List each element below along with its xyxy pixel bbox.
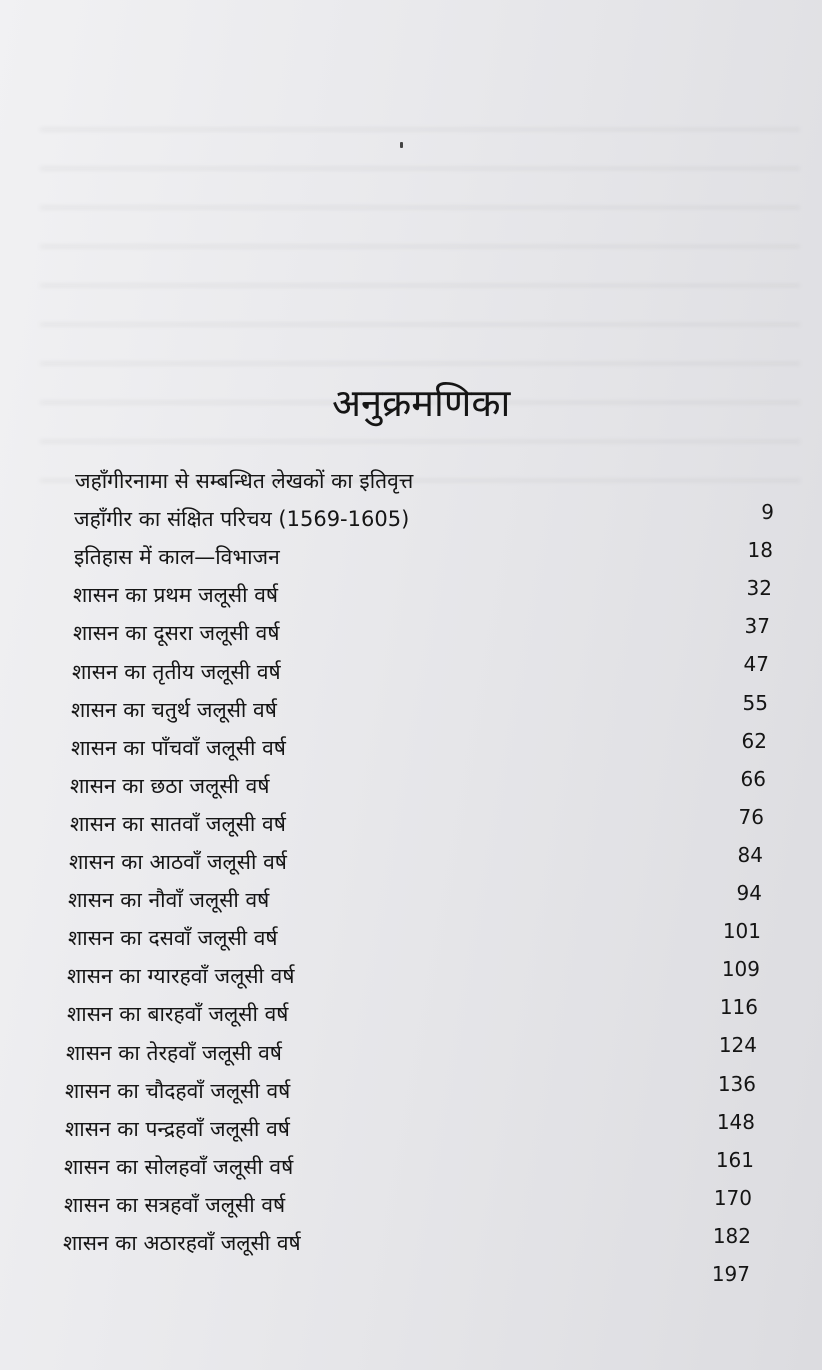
toc-entry-page-number: 76 <box>738 805 764 829</box>
toc-entry-label: शासन का पाँचवाँ जलूसी वर्ष <box>71 736 286 760</box>
toc-entry-label: शासन का पन्द्रहवाँ जलूसी वर्ष <box>65 1117 290 1141</box>
toc-entry-page-number: 116 <box>719 995 758 1019</box>
toc-entry-page-number: 84 <box>737 843 763 867</box>
page-title: अनुक्रमणिका <box>332 381 511 425</box>
toc-entry-page-number: 148 <box>716 1110 755 1134</box>
toc-entry-label: शासन का प्रथम जलूसी वर्ष <box>73 583 279 607</box>
toc-entry-page-number: 18 <box>747 538 773 562</box>
toc-entry-page-number: 124 <box>718 1033 757 1057</box>
toc-entry-page-number: 197 <box>711 1262 750 1286</box>
toc-entry-label: शासन का तृतीय जलूसी वर्ष <box>72 660 281 684</box>
toc-entry-label: शासन का नौवाँ जलूसी वर्ष <box>68 888 270 912</box>
toc-entry-page-number: 37 <box>744 614 770 638</box>
toc-entry-label: शासन का सातवाँ जलूसी वर्ष <box>70 812 286 836</box>
toc-entry-label: इतिहास में काल—विभाजन <box>74 545 280 569</box>
toc-entry-page-number: 170 <box>713 1186 752 1210</box>
toc-entry-label: शासन का दसवाँ जलूसी वर्ष <box>68 926 278 950</box>
toc-entry-page-number: 66 <box>740 767 766 791</box>
toc-entry-label: शासन का बारहवाँ जलूसी वर्ष <box>67 1002 289 1026</box>
toc-entry-page-number: 136 <box>717 1072 756 1096</box>
toc-entry-label: जहाँगीरनामा से सम्बन्धित लेखकों का इतिवृत्त <box>75 469 414 493</box>
toc-entry-label: शासन का छठा जलूसी वर्ष <box>70 774 270 798</box>
toc-entry-label: शासन का सत्रहवाँ जलूसी वर्ष <box>64 1193 286 1217</box>
toc-entry-label: शासन का दूसरा जलूसी वर्ष <box>73 621 280 645</box>
toc-entry-label: शासन का सोलहवाँ जलूसी वर्ष <box>64 1155 294 1179</box>
toc-entry-label: शासन का ग्यारहवाँ जलूसी वर्ष <box>67 964 295 988</box>
toc-entry-page-number: 182 <box>712 1224 751 1248</box>
toc-entry-page-number: 161 <box>715 1148 754 1172</box>
toc-entry-label: शासन का आठवाँ जलूसी वर्ष <box>69 850 287 874</box>
toc-entry-page-number: 101 <box>722 919 761 943</box>
toc-entry-page-number: 9 <box>761 500 774 524</box>
toc-entry-label: शासन का अठारहवाँ जलूसी वर्ष <box>63 1231 301 1255</box>
toc-entry-page-number: 62 <box>741 729 767 753</box>
toc-entry-page-number: 109 <box>721 957 760 981</box>
toc-entry-label: शासन का तेरहवाँ जलूसी वर्ष <box>66 1041 282 1065</box>
toc-entry-label: शासन का चौदहवाँ जलूसी वर्ष <box>65 1079 291 1103</box>
toc-entry-page-number: 32 <box>746 576 772 600</box>
toc-entry-label: शासन का चतुर्थ जलूसी वर्ष <box>71 698 277 722</box>
toc-entry-page-number: 55 <box>742 691 768 715</box>
toc-entry-label: जहाँगीर का संक्षित परिचय (1569-1605) <box>74 507 410 531</box>
toc-entry-page-number: 47 <box>743 652 769 676</box>
toc-entry-page-number: 94 <box>736 881 762 905</box>
